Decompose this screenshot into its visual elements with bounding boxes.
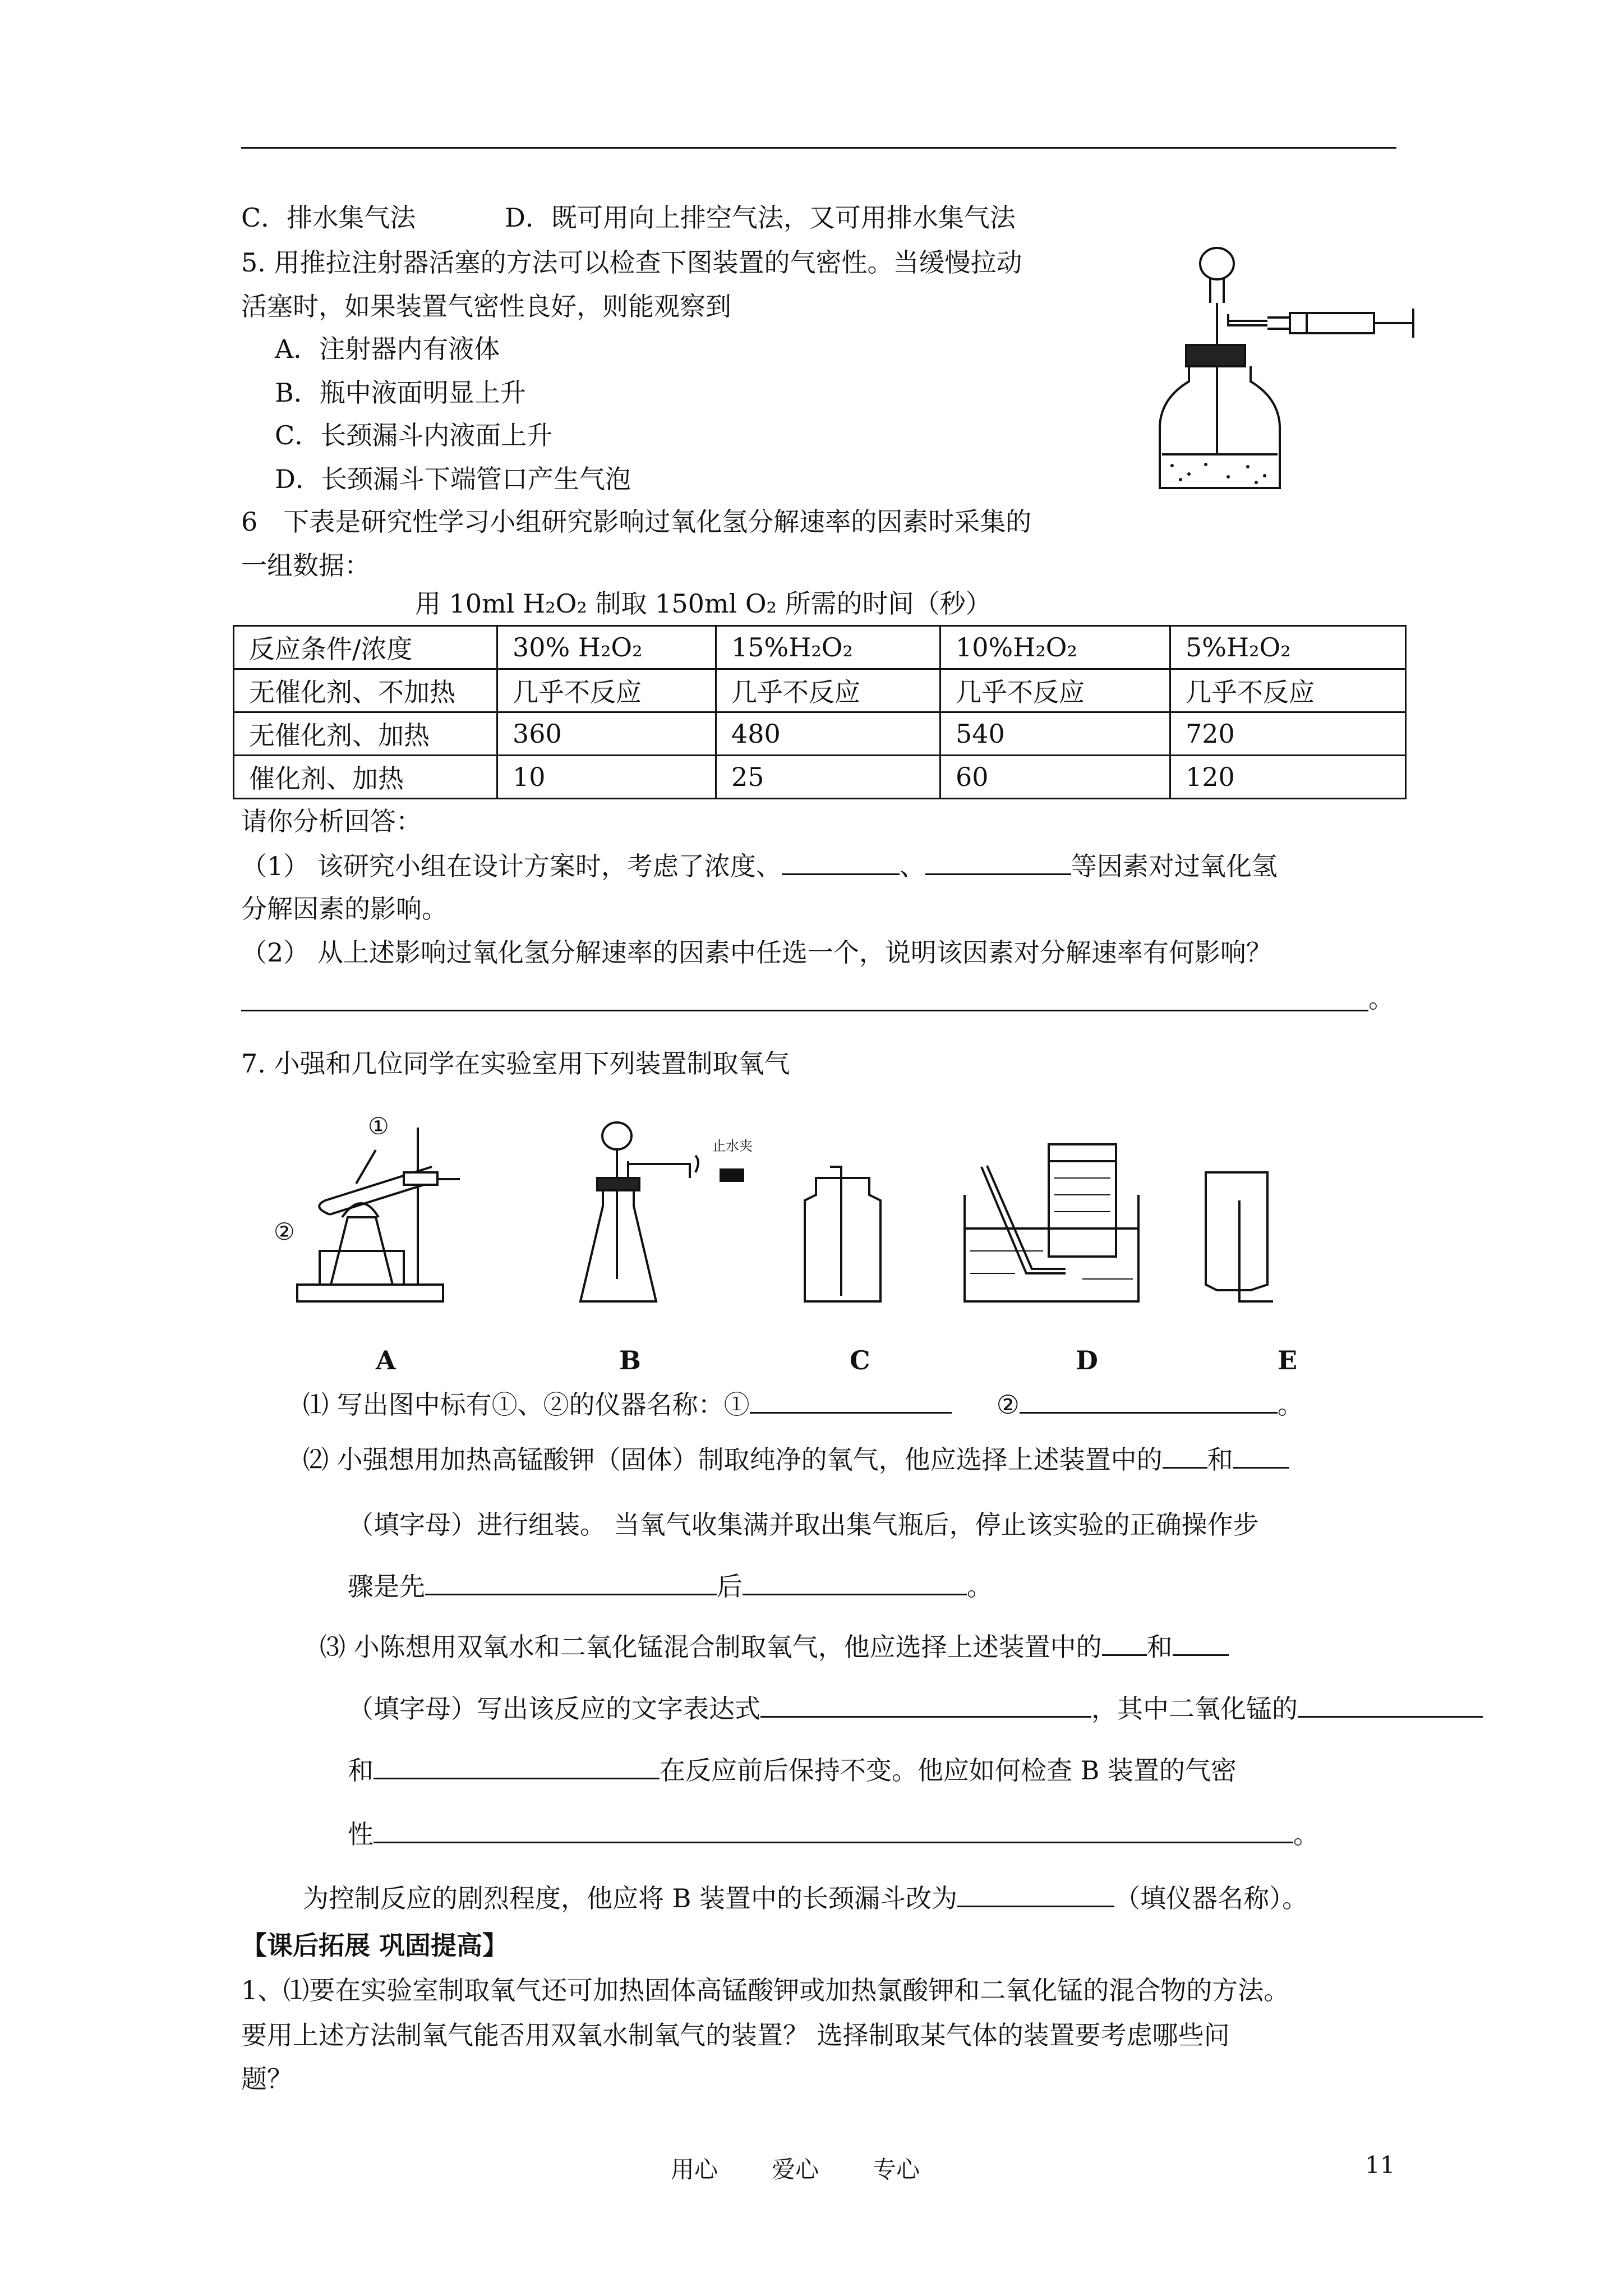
answer-blank[interactable] [1233,1444,1289,1469]
q5-option-c: C．长颈漏斗内液面上升 [275,420,553,450]
q7-p3-line2-a: （填字母）写出该反应的文字表达式 [348,1694,760,1724]
q7-p2-line3-a: 骤是先 [348,1571,425,1602]
footer-item: 用心 [671,2156,718,2183]
label-a: A [376,1345,396,1375]
table-cell: 无催化剂、加热 [234,712,497,756]
q6-data-table [233,625,1407,799]
q6-line2: 一组数据： [241,550,370,581]
label-c: C [850,1345,870,1375]
q7-p3-line2 [348,1693,1483,1724]
q7-p2-text: ⑵ 小强想用加热高锰酸钾（固体）制取纯净的氧气，他应选择上述装置中的 [303,1444,1163,1475]
q7-p2 [303,1444,1289,1475]
answer-blank[interactable] [782,851,900,875]
q4-option-d: D．既可用向上排空气法，又可用排水集气法 [505,203,1016,233]
answer-blank[interactable] [1020,1389,1278,1414]
label-e: E [1278,1345,1298,1375]
q5-option-b: B．瓶中液面明显上升 [275,378,526,408]
q7-p3-and: 和 [1146,1632,1173,1662]
extension-line3: 题？ [241,2064,293,2094]
table-row [234,669,1406,712]
q5-line2: 活塞时，如果装置气密性良好，则能观察到 [241,291,731,321]
q7-p2-end: 。 [967,1571,993,1602]
table-cell: 几乎不反应 [497,669,716,712]
table-cell: 720 [1170,712,1406,756]
table-cell: 540 [940,712,1170,756]
q7-p3-line3 [348,1755,1237,1786]
stop-clamp-label: 止水夹 [712,1138,753,1154]
extension-heading: 【课后拓展 巩固提高】 [241,1930,509,1961]
extension-line2: 要用上述方法制氧气能否用双氧水制氧气的装置？ 选择制取某气体的装置要考虑哪些问 [241,2020,1230,2050]
table-cell: 25 [716,756,940,799]
header-rule [241,147,1396,149]
table-cell: 催化剂、加热 [234,756,497,799]
q7-p2-line2: （填字母）进行组装。 当氧气收集满并取出集气瓶后，停止该实验的正确操作步 [348,1510,1259,1540]
q6-sub1-cont: 分解因素的影响。 [241,894,448,924]
table-cell: 480 [716,712,940,756]
table-cell: 几乎不反应 [1170,669,1406,712]
table-cell: 无催化剂、不加热 [234,669,497,712]
answer-blank[interactable] [743,1571,967,1595]
q7-p3-line3-a: 和 [348,1755,374,1786]
table-cell: 120 [1170,756,1406,799]
q6-answer-line[interactable] [241,1010,1368,1011]
q6-end-mark: 。 [1368,983,1394,1014]
extension-line1: 1、⑴要在实验室制取氧气还可加热固体高锰酸钾或加热氯酸钾和二氧化锰的混合物的方法。 [241,1975,1290,2005]
mark-two: ② [274,1218,295,1245]
q7-p3-line3-b: 在反应前后保持不变。他应如何检查 B 装置的气密 [660,1755,1237,1786]
q7-p3-line4 [348,1819,1319,1850]
q6-line1: 6 下表是研究性学习小组研究影响过氧化氢分解速率的因素时采集的 [241,507,1032,537]
q7-p2-line3 [348,1571,993,1602]
q7-p4-text-b: （填仪器名称）。 [1114,1883,1308,1913]
answer-blank[interactable] [1163,1444,1207,1469]
table-cell: 15%H₂O₂ [716,626,940,669]
table-cell: 5%H₂O₂ [1170,626,1406,669]
q7-p3-end: 。 [1293,1819,1319,1849]
label-d: D [1076,1345,1098,1375]
answer-blank[interactable] [750,1389,952,1414]
page-number: 11 [1365,2151,1395,2179]
q7-p3-line4-text: 性 [348,1819,374,1849]
mark-one: ① [368,1112,389,1140]
table-row [234,712,1406,756]
q7-p2-line3-b: 后 [717,1571,743,1602]
answer-blank[interactable] [1173,1632,1229,1656]
q7-p3 [320,1631,1229,1663]
table-cell: 几乎不反应 [716,669,940,712]
q7-p1 [303,1389,1303,1420]
table-header-row [234,626,1406,669]
q7-p2-and: 和 [1207,1444,1233,1475]
footer-item: 专心 [873,2156,920,2183]
answer-blank[interactable] [760,1694,1091,1718]
q6-sub2: （2） 从上述影响过氧化氢分解速率的因素中任选一个，说明该因素对分解速率有何影响？ [241,937,1272,968]
answer-blank[interactable] [1298,1694,1483,1718]
table-cell: 几乎不反应 [940,669,1170,712]
answer-blank[interactable] [1102,1632,1147,1656]
q7-p3-text: ⑶ 小陈想用双氧水和二氧化锰混合制取氧气，他应选择上述装置中的 [320,1632,1102,1662]
table-cell: 10%H₂O₂ [940,626,1170,669]
q7-p1-end: 。 [1277,1389,1303,1420]
q7-title: 7. 小强和几位同学在实验室用下列装置制取氧气 [241,1048,790,1079]
q7-p1-mark: ② [996,1389,1020,1420]
q5-option-d: D．长颈漏斗下端管口产生气泡 [275,464,631,494]
apparatus-figures [264,1116,1385,1324]
table-cell: 360 [497,712,716,756]
syringe-bottle-figure [1150,241,1441,499]
q5-line1: 5. 用推拉注射器活塞的方法可以检查下图装置的气密性。当缓慢拉动 [241,247,1022,278]
q7-p3-line2-b: ，其中二氧化锰的 [1091,1694,1298,1724]
table-cell: 10 [497,756,716,799]
label-b: B [619,1345,641,1375]
table-cell: 反应条件/浓度 [234,626,497,669]
q4-option-c: C．排水集气法 [241,203,416,233]
answer-blank[interactable] [957,1883,1114,1907]
answer-blank[interactable] [925,851,1071,875]
q6-sub1-text-a: （1） 该研究小组在设计方案时，考虑了浓度、 [241,851,782,881]
q5-option-a: A．注射器内有液体 [275,334,500,364]
q7-p4-text: 为控制反应的剧烈程度，他应将 B 装置中的长颈漏斗改为 [303,1883,958,1913]
q6-sub1-text-b: 等因素对过氧化氢 [1071,851,1278,881]
table-cell: 30% H₂O₂ [497,626,716,669]
footer-item: 爱心 [772,2156,819,2183]
q6-sub1 [241,850,1278,882]
q6-prompt: 请你分析回答： [241,806,422,836]
answer-blank[interactable] [374,1755,660,1779]
table-row [234,756,1406,799]
q6-table-caption: 用 10ml H₂O₂ 制取 150ml O₂ 所需的时间（秒） [415,588,992,619]
q7-p4 [303,1883,1308,1914]
table-cell: 60 [940,756,1170,799]
q7-p1-text: ⑴ 写出图中标有①、②的仪器名称：① [303,1389,750,1420]
answer-blank[interactable] [374,1819,1293,1843]
answer-blank[interactable] [425,1571,717,1595]
q6-sub1-sep: 、 [899,851,925,881]
